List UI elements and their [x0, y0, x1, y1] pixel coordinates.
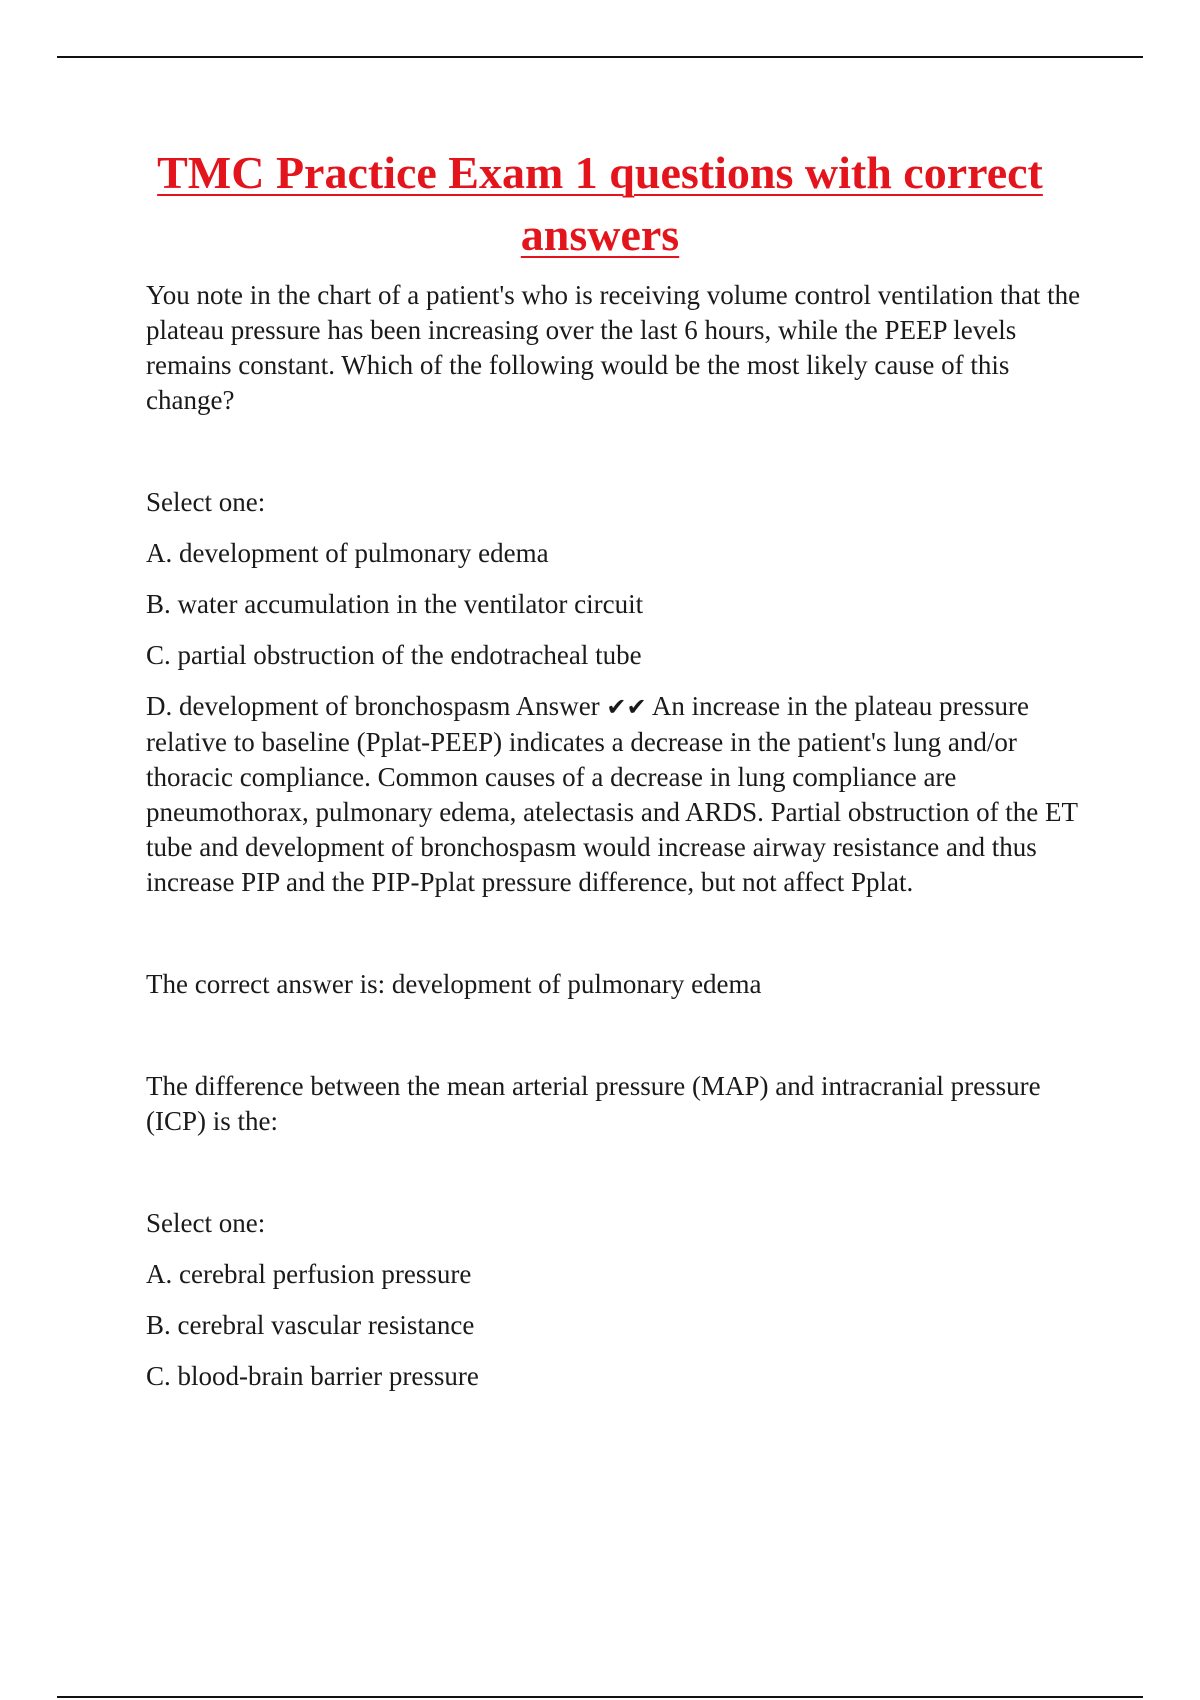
option-c: C. partial obstruction of the endotracheal tube	[146, 640, 642, 670]
footer-rule	[57, 1696, 1143, 1698]
page-title: TMC Practice Exam 1 questions with correct answers	[157, 147, 1043, 260]
header-rule	[57, 56, 1143, 58]
question-1	[146, 278, 1086, 1002]
select-one-label: Select one:	[146, 487, 266, 517]
select-one-label: Select one:	[146, 1208, 266, 1238]
option-a: A. development of pulmonary edema	[146, 538, 549, 568]
option-b: B. water accumulation in the ventilator circuit	[146, 589, 644, 619]
question-stem: The difference between the mean arterial pressure (MAP) and intracranial pressure (ICP) is the:	[146, 1071, 1041, 1136]
double-check-icon: ✔✔	[606, 693, 647, 721]
question-2	[146, 1069, 1086, 1394]
option-d: D. development of bronchospasm	[146, 691, 511, 721]
answer-label: Answer	[515, 691, 600, 721]
correct-answer: The correct answer is: development of pulmonary edema	[146, 969, 762, 999]
option-a: A. cerebral perfusion pressure	[146, 1259, 472, 1289]
option-d-with-answer	[146, 689, 1086, 900]
option-c: C. blood-brain barrier pressure	[146, 1361, 479, 1391]
option-b: B. cerebral vascular resistance	[146, 1310, 475, 1340]
answer-explanation: An increase in the plateau pressure relative to baseline (Pplat-PEEP) indicates a decrease in the patient's lung and/or thoracic compliance. Common causes of a decrease in lung compliance are pneumothorax, pulmonary edema, atelectasis and ARDS. Partial obstruction of the ET tube and development of bronchospasm would increase airway resistance and thus increase PIP and the PIP-Pplat pressure difference, but not affect Pplat.	[146, 691, 1078, 897]
document-body	[146, 278, 1086, 1410]
question-stem: You note in the chart of a patient's who is receiving volume control ventilation that the plateau pressure has been increasing over the last 6 hours, while the PEEP levels remains constant. Which of the following would be the most likely cause of this change?	[146, 280, 1081, 415]
